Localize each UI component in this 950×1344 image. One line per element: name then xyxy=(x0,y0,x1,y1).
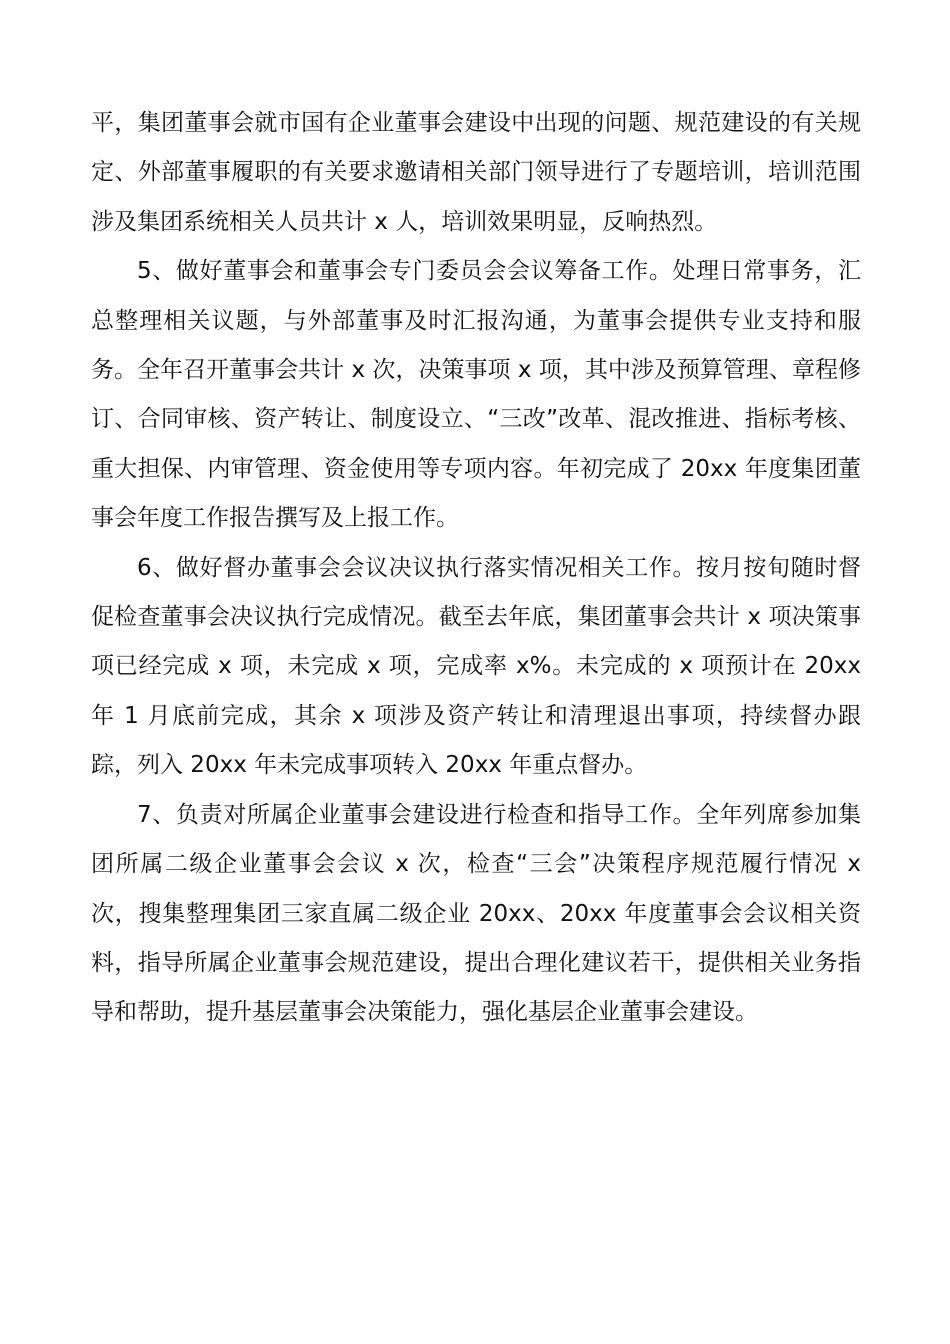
paragraph-item-5: 5、做好董事会和董事会专门委员会会议筹备工作。处理日常事务，汇总整理相关议题，与外部董事及时汇报沟通，为董事会提供专业支持和服务。全年召开董事会共计 x 次，决策事项 x 项，其中涉及预算管理、章程修订、合同审核、资产转让、制度设立、“三改”改革、混改推进、指标考核、重大担保、内审管理、资金使用等专项内容。年初完成了 20xx 年度集团董事会年度工作报告撰写及上报工作。 xyxy=(91,258,861,532)
paragraph-continuation: 平，集团董事会就市国有企业董事会建设中出现的问题、规范建设的有关规定、外部董事履职的有关要求邀请相关部门领导进行了专题培训，培训范围涉及集团系统相关人员共计 x 人，培训效果明显，反响热烈。 xyxy=(91,110,861,235)
document-body xyxy=(91,99,861,1038)
paragraph-item-6: 6、做好督办董事会会议决议执行落实情况相关工作。按月按旬随时督促检查董事会决议执行完成情况。截至去年底，集团董事会共计 x 项决策事项已经完成 x 项，未完成 x 项，完成率 x%。未完成的 x 项预计在 20xx 年 1 月底前完成，其余 x 项涉及资产转让和清理退出事项，持续督办跟踪，列入 20xx 年未完成事项转入 20xx 年重点督办。 xyxy=(91,554,861,779)
paragraph-item-7: 7、负责对所属企业董事会建设进行检查和指导工作。全年列席参加集团所属二级企业董事会会议 x 次，检查“三会”决策程序规范履行情况 x 次，搜集整理集团三家直属二级企业 20xx、20xx 年度董事会会议相关资料，指导所属企业董事会规范建设，提出合理化建议若干，提供相关业务指导和帮助，提升基层董事会决策能力，强化基层企业董事会建设。 xyxy=(91,801,861,1026)
